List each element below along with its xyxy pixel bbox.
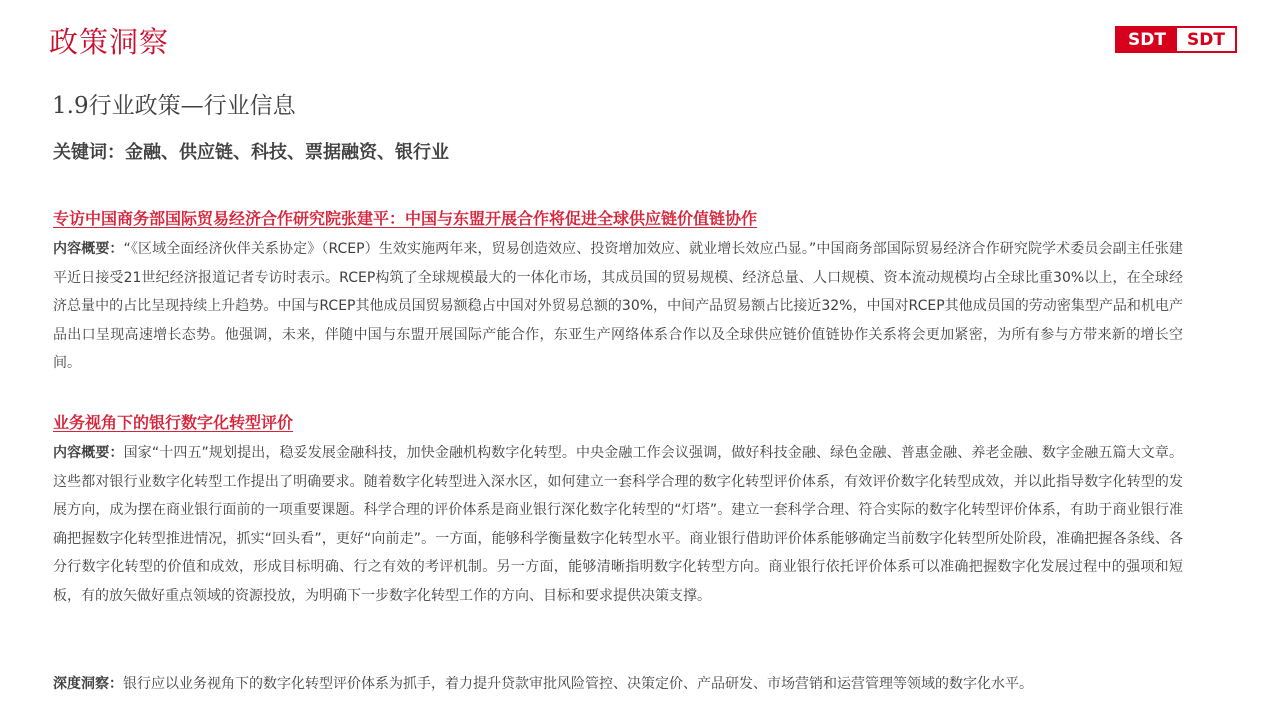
keywords-line: 关键词：金融、供应链、科技、票据融资、银行业 [53, 142, 449, 163]
summary-label: 内容概要： [53, 241, 124, 257]
logo-text-outline: SDT [1187, 29, 1225, 50]
section-title: 1.9行业政策—行业信息 [52, 93, 296, 119]
insight-text: 银行应以业务视角下的数字化转型评价体系为抓手，着力提升贷款审批风险管控、决策定价、产品研发、市场营销和运营管理等领域的数字化水平。 [123, 676, 1033, 692]
deep-insight [53, 671, 1193, 697]
article-headline-link[interactable]: 专访中国商务部国际贸易经济合作研究院张建平：中国与东盟开展合作将促进全球供应链价值链协作 [53, 209, 758, 228]
article-bank-digital [53, 410, 1183, 611]
article-rcep [53, 206, 1183, 378]
sdt-logo [1115, 26, 1237, 53]
summary-text: 国家“十四五”规划提出，稳妥发展金融科技，加快金融机构数字化转型。中央金融工作会议强调，做好科技金融、绿色金融、普惠金融、养老金融、数字金融五篇大文章。这些都对银行业数字化转型工作提出了明确要求。随着数字化转型进入深水区，如何建立一套科学合理的数字化转型评价体系，有效评价数字化转型成效，并以此指导数字化转型的发展方向，成为摆在商业银行面前的一项重要课题。科学合理的评价体系是商业银行深化数字化转型的“灯塔”。建立一套科学合理、符合实际的数字化转型评价体系，有助于商业银行准确把握数字化转型推进情况，抓实“回头看”，更好“向前走”。一方面，能够科学衡量数字化转型水平。商业银行借助评价体系能够确定当前数字化转型所处阶段，准确把握各条线、各分行数字化转型的价值和成效，形成目标明确、行之有效的考评机制。另一方面，能够清晰指明数字化转型方向。商业银行依托评价体系可以准确把握数字化发展过程中的强项和短板，有的放矢做好重点领域的资源投放，为明确下一步数字化转型工作的方向、目标和要求提供决策支撑。 [53, 445, 1183, 604]
article-summary [53, 235, 1183, 378]
article-summary [53, 439, 1183, 611]
summary-label: 内容概要： [53, 445, 124, 461]
article-headline-link[interactable]: 业务视角下的银行数字化转型评价 [53, 413, 294, 432]
brand-title: 政策洞察 [49, 25, 170, 59]
summary-text: “《区域全面经济伙伴关系协定》（RCEP）生效实施两年来，贸易创造效应、投资增加效应、就业增长效应凸显。”中国商务部国际贸易经济合作研究院学术委员会副主任张建平近日接受21世纪经济报道记者专访时表示。RCEP构筑了全球规模最大的一体化市场，其成员国的贸易规模、经济总量、人口规模、资本流动规模均占全球比重30%以上，在全球经济总量中的占比呈现持续上升趋势。中国与RCEP其他成员国贸易额稳占中国对外贸易总额的30%，中间产品贸易额占比接近32%，中国对RCEP其他成员国的劳动密集型产品和机电产品出口呈现高速增长态势。他强调，未来，伴随中国与东盟开展国际产能合作，东亚生产网络体系合作以及全球供应链价值链协作关系将会更加紧密，为所有参与方带来新的增长空间。 [53, 241, 1183, 372]
insight-label: 深度洞察： [53, 676, 123, 692]
logo-text-inverse: SDT [1117, 28, 1177, 51]
